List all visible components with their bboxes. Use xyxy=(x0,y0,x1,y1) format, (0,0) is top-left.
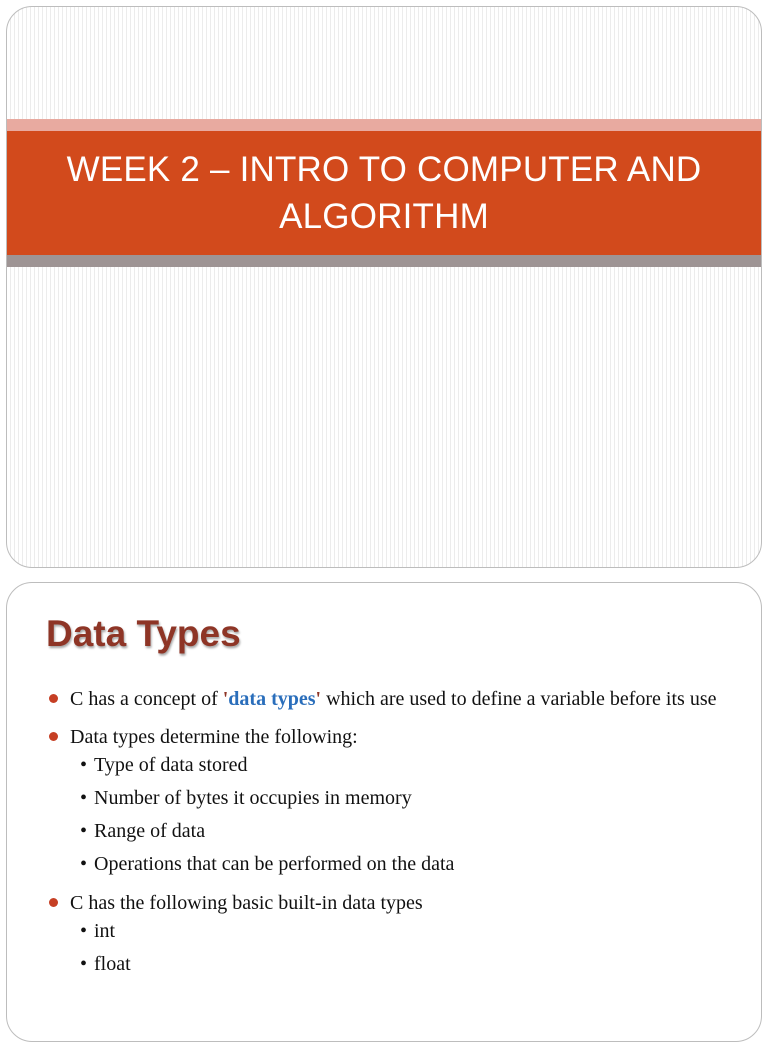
quote-close: ' xyxy=(315,688,322,710)
title-slide xyxy=(6,6,762,568)
sub-item-text: Range of data xyxy=(94,820,206,842)
slide-content xyxy=(47,685,731,989)
sub-bullet-icon: • xyxy=(80,853,88,875)
sub-item-text: float xyxy=(94,953,131,975)
quote-open: ' xyxy=(222,688,229,710)
slide-title xyxy=(67,146,702,240)
sub-bullet-icon: • xyxy=(80,920,88,942)
sub-list-determine xyxy=(47,749,731,881)
bullet-text: C has the following basic built-in data types xyxy=(70,892,423,914)
slide-heading: Data Types xyxy=(46,613,241,654)
bullet-dot-icon xyxy=(49,694,58,703)
sub-item-text: Type of data stored xyxy=(94,754,248,776)
sub-item xyxy=(47,848,731,881)
sub-item xyxy=(47,782,731,815)
title-band xyxy=(7,131,761,255)
bullet-dot-icon xyxy=(49,898,58,907)
sub-item xyxy=(47,749,731,782)
highlight-data-types: data types xyxy=(228,688,316,710)
bullet-text: Data types determine the following: xyxy=(70,726,358,748)
bullet-determine xyxy=(47,723,731,751)
sub-item-text: Number of bytes it occupies in memory xyxy=(94,787,412,809)
slide-title-line1: WEEK 2 – INTRO TO COMPUTER AND xyxy=(66,150,702,189)
bullet-dot-icon xyxy=(49,732,58,741)
title-band-bottom-stripe xyxy=(7,255,761,267)
sub-item-text: Operations that can be performed on the data xyxy=(94,853,455,875)
data-types-slide xyxy=(6,582,762,1042)
sub-list-builtin xyxy=(47,915,731,981)
sub-bullet-icon: • xyxy=(80,754,88,776)
slide-title-line2: ALGORITHM xyxy=(279,197,489,236)
sub-bullet-icon: • xyxy=(80,787,88,809)
sub-bullet-icon: • xyxy=(80,820,88,842)
bullet-data-types-concept xyxy=(47,685,731,713)
bullet-text-after: which are used to define a variable before its use xyxy=(321,688,717,710)
bullet-builtin-types xyxy=(47,889,731,917)
sub-item-text: int xyxy=(94,920,116,942)
bullet-text: C has a concept of xyxy=(70,688,223,710)
sub-bullet-icon: • xyxy=(80,953,88,975)
sub-item xyxy=(47,915,731,948)
sub-item xyxy=(47,815,731,848)
sub-item xyxy=(47,948,731,981)
